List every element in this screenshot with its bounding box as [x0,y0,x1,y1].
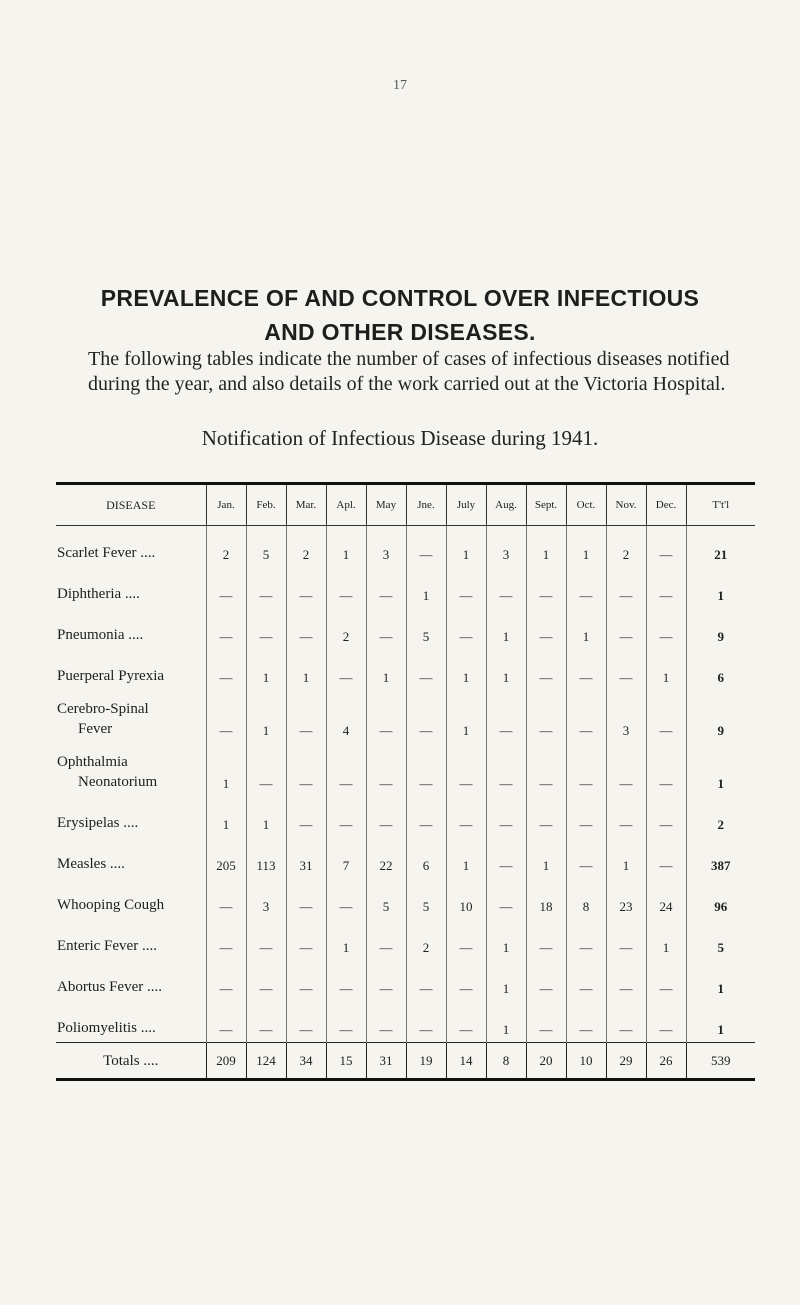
month-value-cell: 1 [526,526,566,568]
disease-name-line: Whooping Cough [57,897,165,913]
month-total-cell: 10 [566,1043,606,1080]
header-cell: Aug. [486,484,526,526]
month-total-cell: 209 [206,1043,246,1080]
month-value-cell: — [526,567,566,608]
month-value-cell: 5 [406,608,446,649]
month-value-cell: 1 [486,960,526,1001]
month-value-cell: 1 [646,919,686,960]
month-value-cell: — [486,690,526,743]
month-value-cell: 4 [326,690,366,743]
month-value-cell: — [446,743,486,796]
month-value-cell: — [246,608,286,649]
disease-name-line: Erysipelas .... [57,815,139,831]
disease-name [56,878,206,919]
month-value-cell: — [366,567,406,608]
header-cell: Sept. [526,484,566,526]
grand-total-cell: 539 [686,1043,755,1080]
disease-name [56,690,206,743]
month-value-cell: — [366,919,406,960]
disease-name [56,526,206,568]
month-value-cell: — [286,608,326,649]
month-value-cell: — [286,743,326,796]
disease-name [56,837,206,878]
header-cell: Jne. [406,484,446,526]
row-total-cell: 2 [686,796,755,837]
month-value-cell: — [606,919,646,960]
disease-name [56,567,206,608]
month-value-cell: 2 [606,526,646,568]
month-value-cell: — [206,649,246,690]
month-value-cell: 5 [406,878,446,919]
month-value-cell: — [406,1001,446,1043]
totals-label: Totals .... [56,1043,206,1080]
month-value-cell: 1 [206,796,246,837]
month-value-cell: — [406,526,446,568]
header-cell: Oct. [566,484,606,526]
month-value-cell: — [406,649,446,690]
month-value-cell: 2 [206,526,246,568]
table-row [56,690,755,743]
month-value-cell: — [606,796,646,837]
row-total-cell: 9 [686,690,755,743]
month-value-cell: — [366,608,406,649]
month-value-cell: — [206,919,246,960]
month-value-cell: — [566,567,606,608]
month-value-cell: — [606,567,646,608]
table-row [56,526,755,568]
month-value-cell: 113 [246,837,286,878]
month-value-cell: 31 [286,837,326,878]
month-value-cell: — [246,567,286,608]
row-total-cell: 6 [686,649,755,690]
table-header-row [56,484,755,526]
month-value-cell: 3 [246,878,286,919]
month-value-cell: — [206,878,246,919]
month-value-cell: — [206,567,246,608]
month-value-cell: — [286,919,326,960]
disease-name [56,1001,206,1043]
month-value-cell: — [286,796,326,837]
month-value-cell: — [566,743,606,796]
disease-name-line: Enteric Fever .... [57,938,157,954]
month-value-cell: — [486,878,526,919]
month-value-cell: — [486,796,526,837]
month-value-cell: 1 [446,526,486,568]
month-total-cell: 29 [606,1043,646,1080]
disease-name-line: Scarlet Fever .... [57,545,156,561]
row-total-cell: 1 [686,960,755,1001]
month-value-cell: — [246,1001,286,1043]
month-value-cell: — [646,526,686,568]
month-value-cell: — [526,960,566,1001]
month-value-cell: — [406,743,446,796]
table-row [56,960,755,1001]
row-total-cell: 387 [686,837,755,878]
page-heading [60,281,740,349]
month-total-cell: 31 [366,1043,406,1080]
month-value-cell: — [446,567,486,608]
disease-name-line: Puerperal Pyrexia [57,668,165,684]
month-value-cell: — [326,743,366,796]
month-value-cell: — [566,919,606,960]
disease-name-continuation: Fever [78,721,113,737]
row-total-cell: 1 [686,1001,755,1043]
month-value-cell: 1 [246,796,286,837]
table-row [56,919,755,960]
month-value-cell: — [486,837,526,878]
month-value-cell: 22 [366,837,406,878]
disease-name-line: Abortus Fever .... [57,979,162,995]
row-total-cell: 96 [686,878,755,919]
header-cell: Jan. [206,484,246,526]
month-value-cell: — [366,796,406,837]
header-cell: July [446,484,486,526]
month-value-cell: — [286,690,326,743]
month-value-cell: 3 [486,526,526,568]
month-value-cell: 5 [366,878,406,919]
month-value-cell: 1 [606,837,646,878]
month-total-cell: 26 [646,1043,686,1080]
month-value-cell: — [646,837,686,878]
month-value-cell: — [286,567,326,608]
month-total-cell: 124 [246,1043,286,1080]
month-value-cell: — [206,1001,246,1043]
month-value-cell: — [646,1001,686,1043]
month-value-cell: — [526,1001,566,1043]
month-total-cell: 20 [526,1043,566,1080]
month-value-cell: — [526,919,566,960]
table-row [56,837,755,878]
month-value-cell: 1 [406,567,446,608]
month-value-cell: — [326,796,366,837]
month-value-cell: 1 [646,649,686,690]
month-value-cell: — [326,649,366,690]
month-value-cell: 8 [566,878,606,919]
month-value-cell: — [326,1001,366,1043]
month-value-cell: 3 [366,526,406,568]
month-value-cell: — [326,960,366,1001]
disease-name-line: Poliomyelitis .... [57,1020,156,1036]
month-value-cell: — [486,743,526,796]
row-total-cell: 9 [686,608,755,649]
month-value-cell: — [566,837,606,878]
table-row [56,649,755,690]
month-value-cell: — [566,796,606,837]
month-value-cell: 1 [326,526,366,568]
month-value-cell: — [406,796,446,837]
month-value-cell: — [526,743,566,796]
month-total-cell: 34 [286,1043,326,1080]
month-value-cell: — [446,919,486,960]
month-value-cell: 1 [566,608,606,649]
disease-name-line: Measles .... [57,856,125,872]
month-value-cell: — [366,1001,406,1043]
month-value-cell: — [286,878,326,919]
month-value-cell: 1 [446,690,486,743]
month-value-cell: — [366,960,406,1001]
month-value-cell: — [646,567,686,608]
month-value-cell: 3 [606,690,646,743]
month-value-cell: — [566,960,606,1001]
month-total-cell: 19 [406,1043,446,1080]
header-cell: Nov. [606,484,646,526]
month-value-cell: — [606,960,646,1001]
month-value-cell: 1 [446,649,486,690]
disease-name [56,796,206,837]
month-value-cell: 1 [486,649,526,690]
month-value-cell: — [286,1001,326,1043]
disease-name-continuation: Neonatorium [78,774,158,790]
heading-line-2: AND OTHER DISEASES. [264,319,536,345]
month-value-cell: 205 [206,837,246,878]
month-value-cell: — [566,690,606,743]
month-value-cell: 7 [326,837,366,878]
header-cell: Apl. [326,484,366,526]
month-value-cell: — [246,743,286,796]
table-row [56,743,755,796]
month-value-cell: — [366,690,406,743]
header-cell: T't'l [686,484,755,526]
month-value-cell: 6 [406,837,446,878]
page-number: 17 [393,78,407,93]
table-row [56,608,755,649]
heading-line-1: PREVALENCE OF AND CONTROL OVER INFECTIOUS [100,285,700,311]
month-value-cell: 1 [246,649,286,690]
month-value-cell: — [286,960,326,1001]
month-value-cell: — [366,743,406,796]
month-value-cell: — [646,608,686,649]
month-value-cell: — [446,608,486,649]
month-value-cell: — [446,796,486,837]
month-value-cell: 1 [446,837,486,878]
month-value-cell: 1 [206,743,246,796]
month-value-cell: — [646,743,686,796]
table-row [56,878,755,919]
month-total-cell: 8 [486,1043,526,1080]
month-total-cell: 14 [446,1043,486,1080]
header-cell: Mar. [286,484,326,526]
month-value-cell: — [206,690,246,743]
disease-name [56,608,206,649]
month-value-cell: — [526,796,566,837]
header-disease: DISEASE [56,484,206,526]
month-value-cell: 1 [326,919,366,960]
header-cell: Feb. [246,484,286,526]
header-cell: Dec. [646,484,686,526]
month-value-cell: 1 [246,690,286,743]
month-value-cell: — [446,1001,486,1043]
month-value-cell: — [526,690,566,743]
month-value-cell: — [606,743,646,796]
month-value-cell: 23 [606,878,646,919]
disease-name-line: Pneumonia .... [57,627,144,643]
month-value-cell: — [326,567,366,608]
month-value-cell: 1 [566,526,606,568]
disease-name [56,919,206,960]
month-value-cell: 1 [366,649,406,690]
month-value-cell: 2 [286,526,326,568]
month-total-cell: 15 [326,1043,366,1080]
row-total-cell: 5 [686,919,755,960]
month-value-cell: — [486,567,526,608]
table-row [56,567,755,608]
month-value-cell: 1 [526,837,566,878]
row-total-cell: 21 [686,526,755,568]
month-value-cell: 2 [326,608,366,649]
month-value-cell: — [246,919,286,960]
table-row [56,796,755,837]
notification-table [56,482,755,1081]
month-value-cell: 24 [646,878,686,919]
disease-name [56,960,206,1001]
month-value-cell: — [566,1001,606,1043]
row-total-cell: 1 [686,567,755,608]
month-value-cell: — [406,960,446,1001]
totals-row [56,1043,755,1080]
month-value-cell: 1 [286,649,326,690]
month-value-cell: — [406,690,446,743]
month-value-cell: — [646,690,686,743]
month-value-cell: 2 [406,919,446,960]
disease-name-line: Cerebro-Spinal [57,701,149,717]
month-value-cell: — [446,960,486,1001]
table-title: Notification of Infectious Disease during 1941. [201,426,599,450]
disease-name [56,649,206,690]
month-value-cell: — [646,960,686,1001]
row-total-cell: 1 [686,743,755,796]
month-value-cell: 1 [486,608,526,649]
month-value-cell: — [246,960,286,1001]
month-value-cell: — [206,608,246,649]
month-value-cell: — [646,796,686,837]
month-value-cell: 10 [446,878,486,919]
month-value-cell: — [566,649,606,690]
month-value-cell: — [326,878,366,919]
month-value-cell: — [606,649,646,690]
month-value-cell: — [526,649,566,690]
table-row [56,1001,755,1043]
month-value-cell: — [606,608,646,649]
month-value-cell: 5 [246,526,286,568]
header-cell: May [366,484,406,526]
table-body [56,526,755,1080]
intro-paragraph: The following tables indicate the number of cases of infectious diseases notified during the year, and also details of the work carried out at the Victoria Hospital. [88,348,730,395]
month-value-cell: — [606,1001,646,1043]
month-value-cell: — [526,608,566,649]
disease-name-line: Diphtheria .... [57,586,140,602]
month-value-cell: 1 [486,1001,526,1043]
month-value-cell: 18 [526,878,566,919]
disease-name [56,743,206,796]
month-value-cell: — [206,960,246,1001]
month-value-cell: 1 [486,919,526,960]
disease-name-line: Ophthalmia [57,754,128,770]
